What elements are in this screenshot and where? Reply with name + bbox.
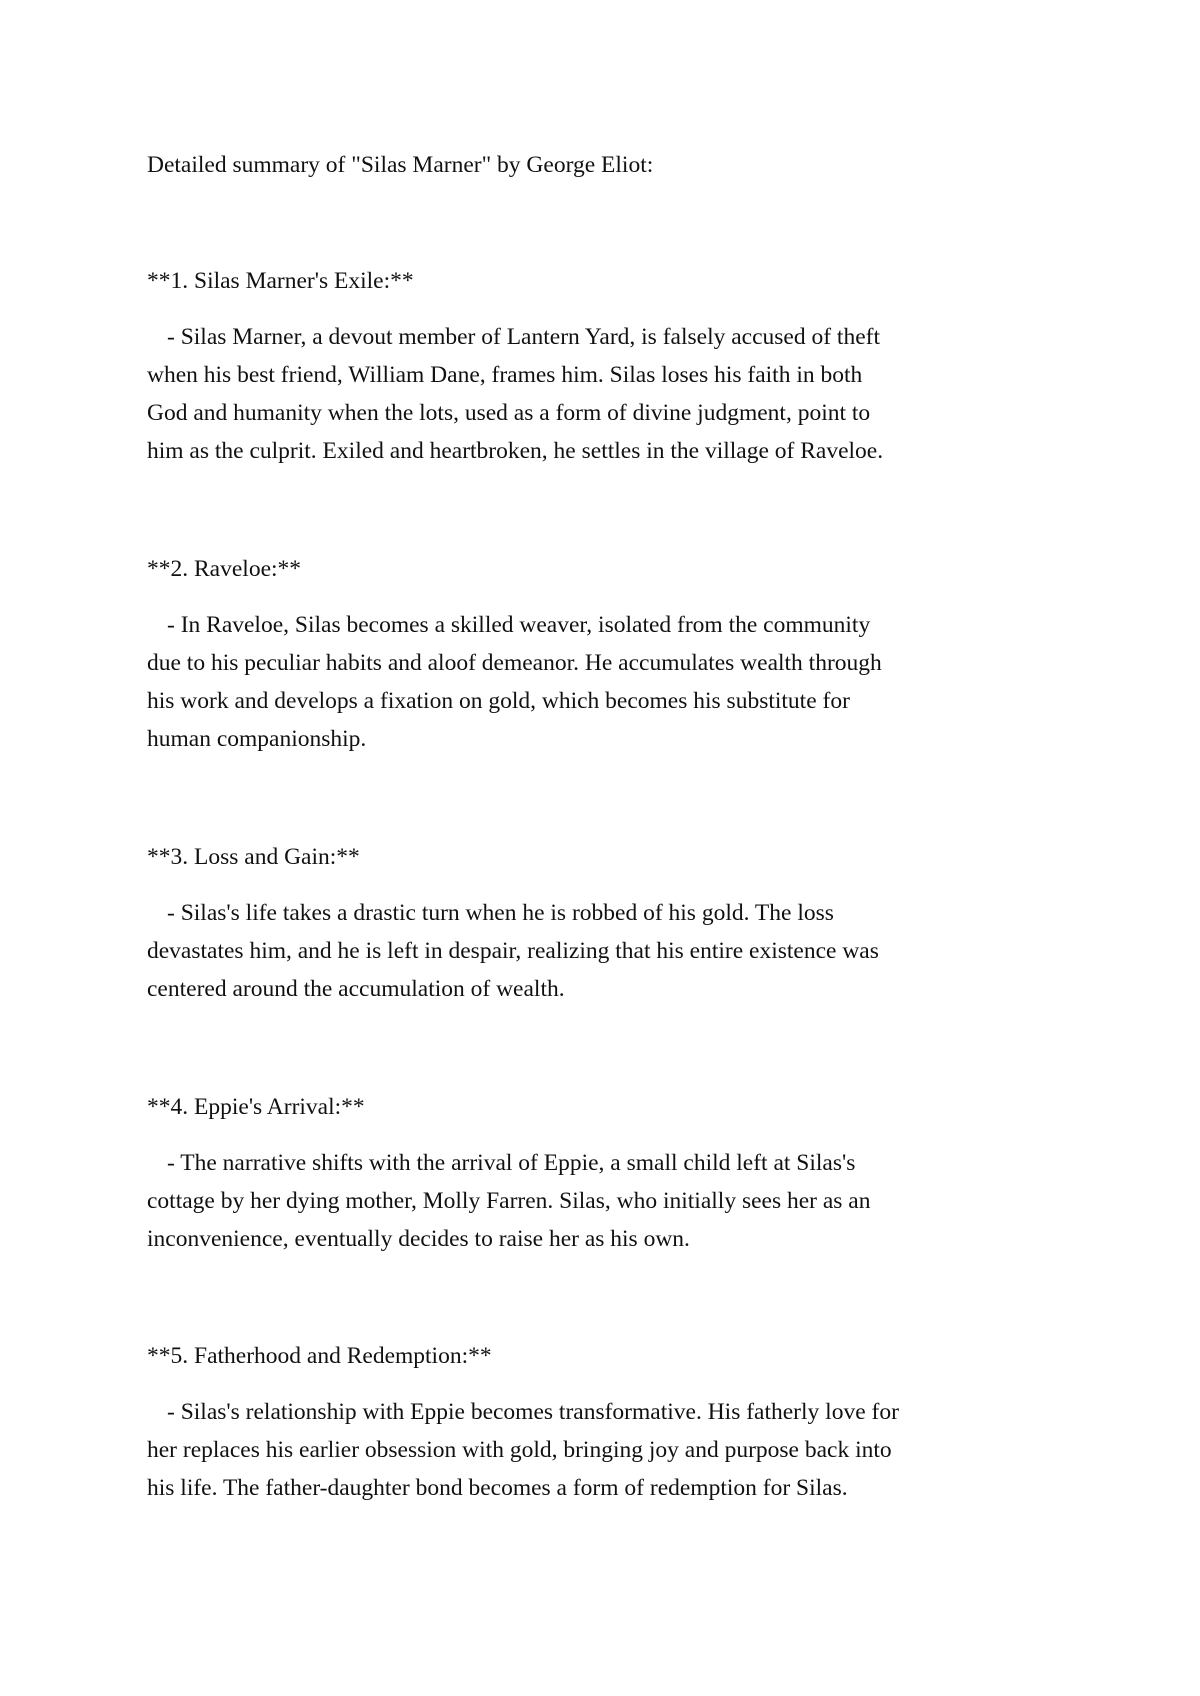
section-heading: **4. Eppie's Arrival:** [147, 1094, 365, 1120]
body-line: his life. The father-daughter bond becomes a form of redemption for Silas. [147, 1475, 848, 1501]
body-line: his work and develops a fixation on gold, which becomes his substitute for [147, 688, 850, 714]
body-line: - The narrative shifts with the arrival of Eppie, a small child left at Silas's [167, 1150, 856, 1176]
section-body [147, 1393, 1067, 1507]
section-silas-exile [147, 262, 1067, 470]
document-title: Detailed summary of "Silas Marner" by George Eliot: [147, 152, 654, 178]
body-line: - Silas's life takes a drastic turn when he is robbed of his gold. The loss [167, 900, 834, 926]
body-line: him as the culprit. Exiled and heartbroken, he settles in the village of Raveloe. [147, 438, 884, 464]
body-line: cottage by her dying mother, Molly Farren. Silas, who initially sees her as an [147, 1188, 871, 1214]
body-line: centered around the accumulation of wealth. [147, 976, 565, 1002]
section-heading: **1. Silas Marner's Exile:** [147, 268, 414, 294]
section-heading: **2. Raveloe:** [147, 556, 302, 582]
section-eppies-arrival [147, 1088, 1067, 1258]
section-body [147, 318, 1067, 470]
section-raveloe [147, 550, 1067, 758]
section-body [147, 894, 1067, 1008]
body-line: due to his peculiar habits and aloof demeanor. He accumulates wealth through [147, 650, 882, 676]
body-line: - Silas Marner, a devout member of Lantern Yard, is falsely accused of theft [167, 324, 880, 350]
body-line: her replaces his earlier obsession with gold, bringing joy and purpose back into [147, 1437, 892, 1463]
body-line: human companionship. [147, 726, 367, 752]
body-line: - Silas's relationship with Eppie becomes transformative. His fatherly love for [167, 1399, 899, 1425]
body-line: - In Raveloe, Silas becomes a skilled weaver, isolated from the community [167, 612, 871, 638]
body-line: inconvenience, eventually decides to raise her as his own. [147, 1226, 690, 1252]
body-line: devastates him, and he is left in despair, realizing that his entire existence was [147, 938, 879, 964]
body-line: God and humanity when the lots, used as a form of divine judgment, point to [147, 400, 871, 426]
section-body [147, 1144, 1067, 1258]
section-heading: **5. Fatherhood and Redemption:** [147, 1343, 492, 1369]
section-body [147, 606, 1067, 758]
section-fatherhood-and-redemption [147, 1337, 1067, 1507]
section-heading: **3. Loss and Gain:** [147, 844, 360, 870]
body-line: when his best friend, William Dane, frames him. Silas loses his faith in both [147, 362, 863, 388]
section-loss-and-gain [147, 838, 1067, 1008]
